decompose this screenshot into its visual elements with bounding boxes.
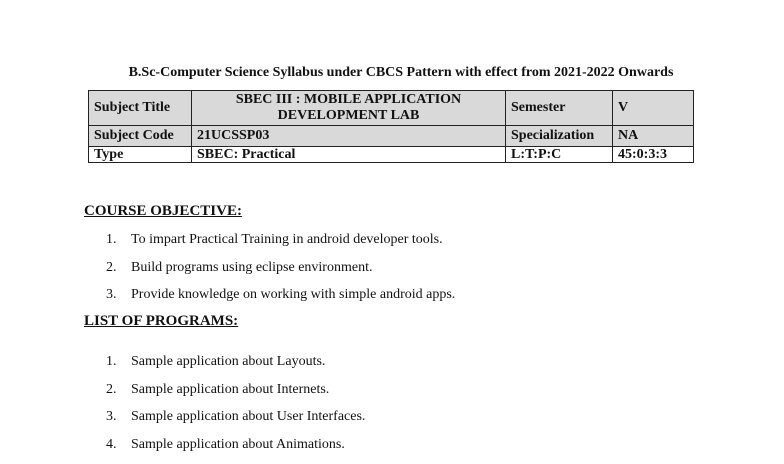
subject-title-label: Subject Title bbox=[89, 91, 192, 126]
list-item bbox=[106, 437, 365, 464]
list-item-text: Sample application about Internets. bbox=[131, 382, 329, 397]
course-objective-list bbox=[106, 232, 455, 315]
type-label: Type bbox=[89, 147, 192, 163]
type-value: SBEC: Practical bbox=[192, 147, 506, 163]
table-row bbox=[89, 126, 694, 147]
subject-info-table bbox=[88, 90, 694, 163]
list-item bbox=[106, 354, 365, 382]
semester-value: V bbox=[613, 91, 694, 126]
programs-list bbox=[106, 354, 365, 464]
table-row bbox=[89, 147, 694, 163]
ltpc-value: 45:0:3:3 bbox=[613, 147, 694, 163]
list-item bbox=[106, 287, 455, 315]
list-item-text: To impart Practical Training in android developer tools. bbox=[131, 232, 443, 247]
list-item-number: 2. bbox=[106, 382, 131, 398]
list-item bbox=[106, 382, 365, 410]
syllabus-header: B.Sc-Computer Science Syllabus under CBCS Pattern with effect from 2021-2022 Onwards bbox=[0, 65, 784, 81]
list-of-programs-heading: LIST OF PROGRAMS: bbox=[84, 313, 238, 330]
list-item bbox=[106, 260, 455, 288]
list-item-number: 1. bbox=[106, 354, 131, 370]
table-row bbox=[89, 91, 694, 126]
ltpc-label: L:T:P:C bbox=[506, 147, 613, 163]
subject-title-value: SBEC III : MOBILE APPLICATION DEVELOPMENT LAB bbox=[192, 91, 506, 126]
specialization-label: Specialization bbox=[506, 126, 613, 147]
list-item bbox=[106, 232, 455, 260]
list-item-number: 2. bbox=[106, 260, 131, 276]
list-item-number: 1. bbox=[106, 232, 131, 248]
list-item-text: Provide knowledge on working with simple android apps. bbox=[131, 287, 455, 302]
specialization-value: NA bbox=[613, 126, 694, 147]
subject-code-value: 21UCSSP03 bbox=[192, 126, 506, 147]
list-item-text: Sample application about User Interfaces. bbox=[131, 409, 365, 424]
list-item-number: 4. bbox=[106, 437, 131, 453]
list-item-text: Sample application about Layouts. bbox=[131, 354, 325, 369]
list-item-text: Build programs using eclipse environment. bbox=[131, 260, 372, 275]
list-item-number: 3. bbox=[106, 409, 131, 425]
course-objective-heading: COURSE OBJECTIVE: bbox=[84, 203, 242, 220]
semester-label: Semester bbox=[506, 91, 613, 126]
list-item bbox=[106, 409, 365, 437]
list-item-text: Sample application about Animations. bbox=[131, 437, 345, 452]
subject-code-label: Subject Code bbox=[89, 126, 192, 147]
list-item-number: 3. bbox=[106, 287, 131, 303]
